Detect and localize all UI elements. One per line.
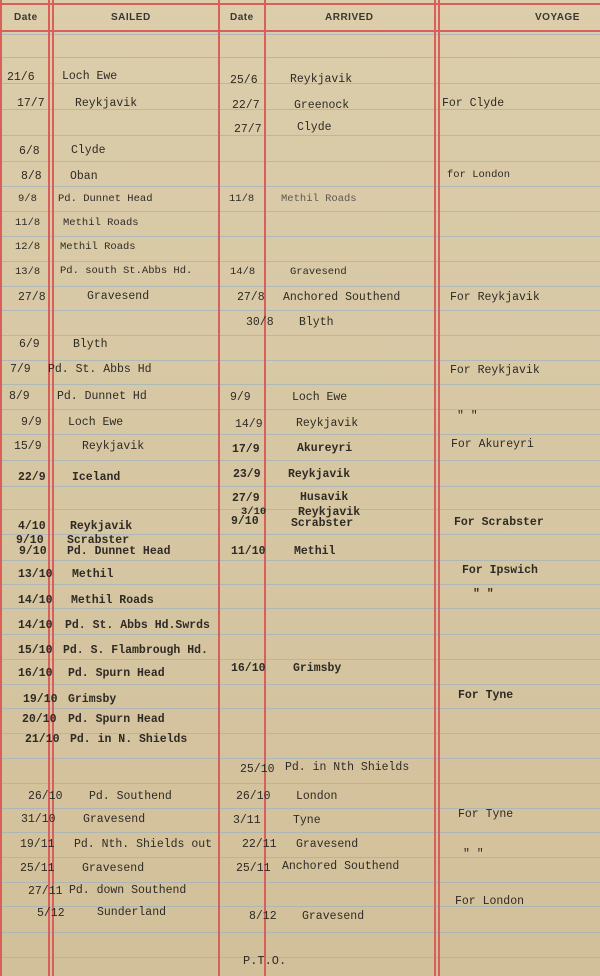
voyage-ditto: " "	[463, 848, 484, 861]
sailed-date: 4/10	[18, 520, 46, 533]
arrived-place: Gravesend	[296, 838, 359, 851]
sailed-place: Pd. Southend	[89, 790, 172, 803]
sailed-date: 21/10	[25, 733, 60, 746]
arrived-place: Gravesend	[302, 910, 365, 923]
date-arrived-header: Date	[230, 12, 254, 23]
sailed-date: 27/11	[28, 885, 63, 898]
arrived-place: Greenock	[294, 99, 350, 112]
arrived-date: 25/11	[236, 862, 271, 875]
arrived-place: Loch Ewe	[292, 391, 348, 404]
sailed-place: Loch Ewe	[62, 70, 118, 83]
sailed-place: Reykjavik	[75, 97, 138, 110]
arrived-place: Husavik	[300, 491, 349, 504]
sailed-place: Pd. Nth. Shields out	[74, 838, 213, 851]
voyage-ditto: " "	[457, 410, 478, 423]
arrived-header: ARRIVED	[325, 12, 374, 23]
sailed-place: Clyde	[71, 144, 106, 157]
sailed-place: Pd. S. Flambrough Hd.	[63, 644, 208, 657]
sailed-date: 13/8	[15, 266, 41, 278]
sailed-place: Reykjavik	[70, 520, 133, 533]
arrived-place: Tyne	[293, 814, 321, 827]
arrived-date: 11/10	[231, 545, 266, 558]
arrived-date: 26/10	[236, 790, 271, 803]
sailed-date: 6/8	[19, 145, 40, 158]
sailed-date: 7/9	[10, 363, 31, 376]
voyage-note: For Ipswich	[462, 564, 538, 577]
sailed-place: Gravesend	[83, 813, 146, 826]
sailed-place: Methil Roads	[71, 594, 154, 607]
sailed-date: 26/10	[28, 790, 63, 803]
arrived-place: Methil Roads	[281, 193, 357, 205]
voyage-header: VOYAGE	[535, 12, 580, 23]
pto-note: P.T.O.	[243, 954, 287, 968]
date-sailed-header: Date	[14, 12, 38, 23]
sailed-date: 19/10	[23, 693, 58, 706]
arrived-place: Reykjavik	[290, 73, 353, 86]
sailed-date: 22/9	[18, 471, 46, 484]
sailed-place: Pd. St. Abbs Hd	[48, 363, 152, 376]
sailed-date: 11/8	[15, 217, 41, 229]
arrived-date: 25/10	[240, 763, 275, 776]
arrived-date: 23/9	[233, 468, 261, 481]
sailed-place: Methil	[72, 568, 114, 581]
sailed-place: Pd. Dunnet Head	[58, 193, 153, 205]
sailed-place: Reykjavik	[82, 440, 145, 453]
sailed-place: Gravesend	[82, 862, 145, 875]
arrived-date: 11/8	[229, 193, 255, 205]
sailed-place: Pd. in N. Shields	[70, 733, 188, 746]
sailed-place: Oban	[70, 170, 98, 183]
arrived-date: 14/9	[235, 418, 263, 431]
arrived-date: 14/8	[230, 266, 256, 278]
sailed-place: Pd. Spurn Head	[68, 667, 165, 680]
sailed-header: SAILED	[111, 12, 151, 23]
sailed-date: 31/10	[21, 813, 56, 826]
voyage-note: For Akureyri	[451, 438, 534, 451]
sailed-date: 8/9	[9, 390, 30, 403]
arrived-date: 27/9	[232, 492, 260, 505]
voyage-ditto: " "	[473, 588, 494, 601]
sailed-date: 15/10	[18, 644, 53, 657]
sailed-date: 27/8	[18, 291, 46, 304]
sailed-date: 12/8	[15, 241, 41, 253]
arrived-date: 9/10	[231, 515, 259, 528]
arrived-date: 30/8	[246, 316, 274, 329]
arrived-date: 27/8	[237, 291, 265, 304]
sailed-date: 9/10	[19, 545, 47, 558]
arrived-place: Blyth	[299, 316, 334, 329]
sailed-place: Pd. south St.Abbs Hd.	[60, 265, 193, 277]
voyage-note: For London	[455, 895, 525, 908]
sailed-place: Pd. Dunnet Head	[67, 545, 171, 558]
arrived-place: Clyde	[297, 121, 332, 134]
arrived-date: 27/7	[234, 123, 262, 136]
arrived-date: 25/6	[230, 74, 258, 87]
arrived-date: 8/12	[249, 910, 277, 923]
voyage-note: For Tyne	[458, 689, 514, 702]
arrived-date: 22/7	[232, 99, 260, 112]
arrived-date: 16/10	[231, 662, 266, 675]
sailed-date: 8/8	[21, 170, 42, 183]
arrived-place: London	[296, 790, 338, 803]
voyage-note: For Tyne	[458, 808, 514, 821]
arrived-place: Gravesend	[290, 266, 347, 278]
sailed-place: Grimsby	[68, 693, 117, 706]
sailed-place: Loch Ewe	[68, 416, 124, 429]
sailed-date: 5/12	[37, 907, 65, 920]
sailed-date: 17/7	[17, 97, 45, 110]
sailed-place: Blyth	[73, 338, 108, 351]
sailed-date: 20/10	[22, 713, 57, 726]
sailed-place: Sunderland	[97, 906, 167, 919]
arrived-place: Reykjavik	[288, 468, 351, 481]
sailed-date: 6/9	[19, 338, 40, 351]
sailed-place: Pd. St. Abbs Hd.Swrds	[65, 619, 210, 632]
sailed-date: 19/11	[20, 838, 55, 851]
sailed-place: Gravesend	[87, 290, 150, 303]
sailed-date: 21/6	[7, 71, 35, 84]
arrived-place: Scrabster	[291, 517, 354, 530]
arrived-date: 9/9	[230, 391, 251, 404]
sailed-date: 15/9	[14, 440, 42, 453]
voyage-note: For Clyde	[442, 97, 505, 110]
sailed-date: 16/10	[18, 667, 53, 680]
arrived-place: Reykjavik	[296, 417, 359, 430]
voyage-note: For Scrabster	[454, 516, 544, 529]
sailed-date: 9/8	[18, 193, 37, 205]
arrived-place: Grimsby	[293, 662, 342, 675]
arrived-place: Anchored Southend	[282, 860, 400, 873]
sailed-date: 14/10	[18, 594, 53, 607]
arrived-date: 3/11	[233, 814, 261, 827]
sailed-date: 9/9	[21, 416, 42, 429]
arrived-date: 3/10	[241, 506, 267, 518]
voyage-note: for London	[447, 169, 511, 181]
sailed-date: 9/10	[16, 534, 44, 547]
arrived-place: Akureyri	[297, 442, 353, 455]
sailed-place: Pd. Dunnet Hd	[57, 390, 147, 403]
arrived-place: Methil	[294, 545, 336, 558]
arrived-date: 17/9	[232, 443, 260, 456]
sailed-place: Pd. Spurn Head	[68, 713, 165, 726]
sailed-date: 14/10	[18, 619, 53, 632]
voyage-note: For Reykjavik	[450, 364, 540, 377]
sailed-place: Pd. down Southend	[69, 884, 187, 897]
arrived-place: Pd. in Nth Shields	[285, 761, 410, 774]
sailed-place: Methil Roads	[63, 217, 139, 229]
sailed-place: Scrabster	[67, 534, 130, 547]
arrived-date: 22/11	[242, 838, 277, 851]
sailed-date: 13/10	[18, 568, 53, 581]
sailed-date: 25/11	[20, 862, 55, 875]
voyage-note: For Reykjavik	[450, 291, 540, 304]
sailed-place: Methil Roads	[60, 241, 136, 253]
arrived-place: Anchored Southend	[283, 291, 401, 304]
arrived-place: Reykjavik	[298, 506, 361, 519]
sailed-place: Iceland	[72, 471, 121, 484]
